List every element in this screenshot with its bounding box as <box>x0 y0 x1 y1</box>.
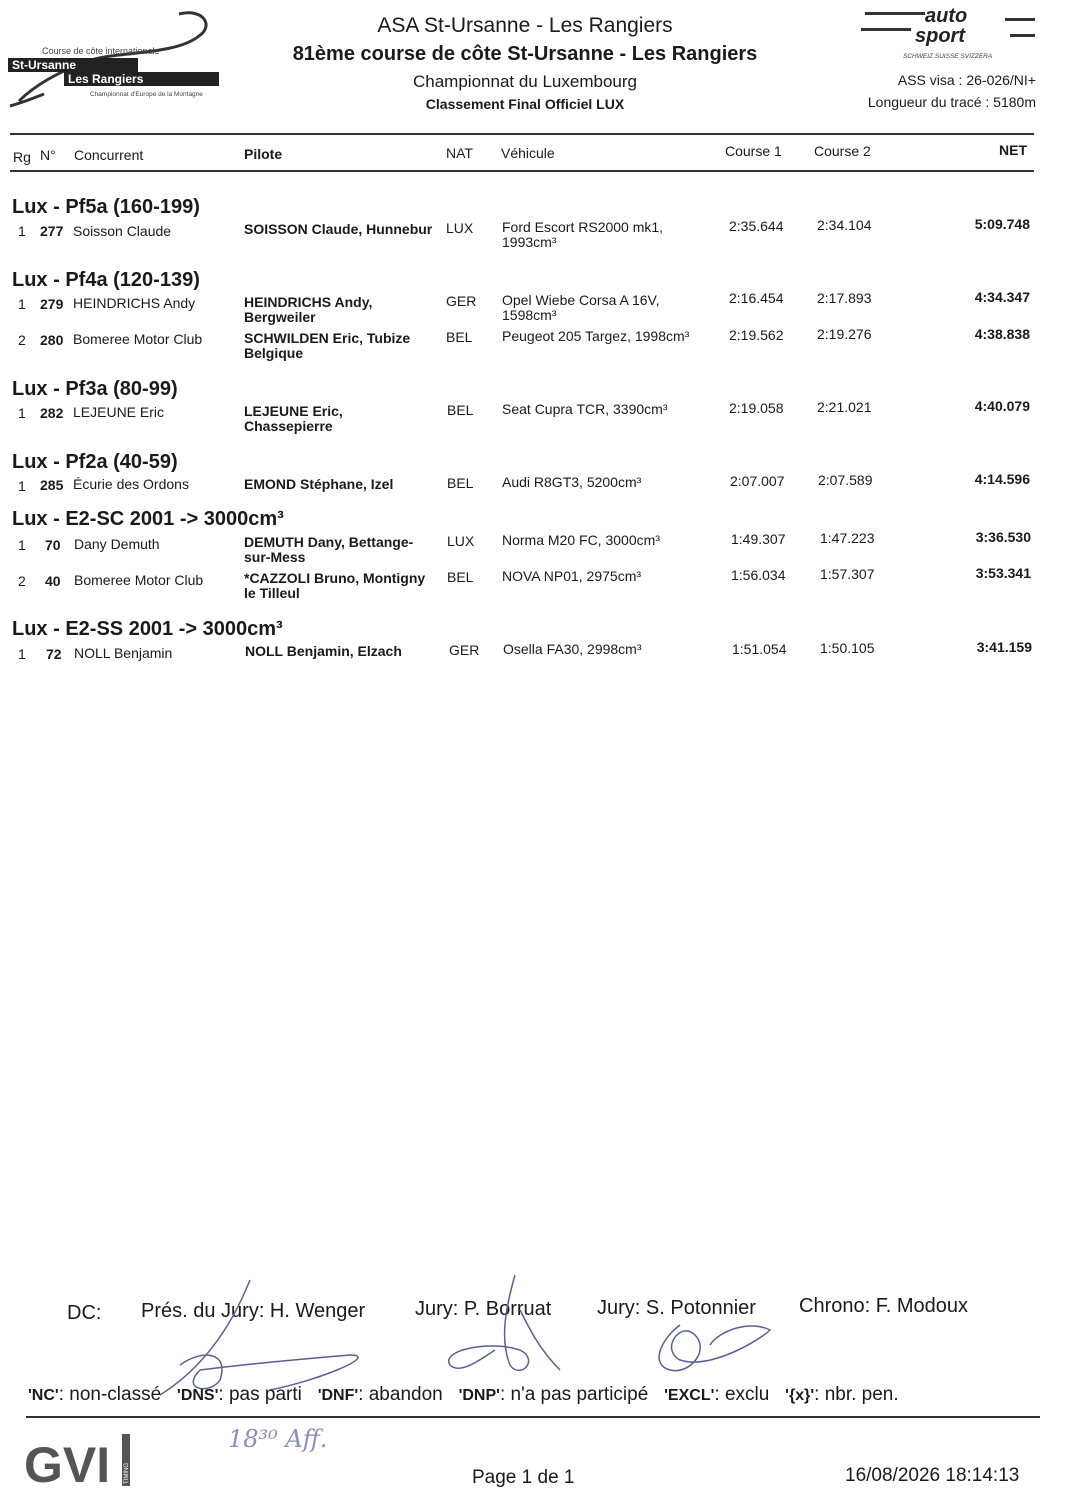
track-length: Longueur du tracé : 5180m <box>867 94 1036 110</box>
svg-text:Les Rangiers: Les Rangiers <box>68 72 144 86</box>
legend-code: 'DNP' <box>458 1387 500 1404</box>
row-nat: BEL <box>447 475 474 491</box>
row-course1: 1:49.307 <box>731 531 786 547</box>
page-number: Page 1 de 1 <box>472 1467 575 1488</box>
row-number: 282 <box>40 405 64 421</box>
row-rank: 1 <box>18 646 26 662</box>
status-legend <box>28 1384 899 1406</box>
print-timestamp: 16/08/2026 18:14:13 <box>845 1465 1020 1486</box>
row-number: 70 <box>45 537 61 553</box>
row-nat: LUX <box>446 220 474 236</box>
svg-text:St-Ursanne: St-Ursanne <box>12 58 77 72</box>
handwritten-note: 18³⁰ Aff. <box>228 1425 328 1453</box>
row-course2: 1:47.223 <box>820 530 875 546</box>
group-title: Lux - Pf4a (120-139) <box>12 269 200 291</box>
row-net: 3:53.341 <box>975 565 1031 581</box>
row-number: 277 <box>40 223 64 239</box>
row-vehicule: NOVA NP01, 2975cm³ <box>502 568 642 584</box>
row-nat: GER <box>449 642 480 658</box>
row-concurrent: HEINDRICHS Andy <box>73 295 196 311</box>
row-nat: GER <box>446 293 477 309</box>
col-pilote: Pilote <box>244 146 283 162</box>
header-rule <box>10 133 1034 135</box>
legend-code: 'DNS' <box>177 1387 219 1404</box>
row-net: 4:34.347 <box>974 289 1030 305</box>
row-pilote: *CAZZOLI Bruno, Montigny le Tilleul <box>244 570 426 601</box>
legend-text: : exclu <box>714 1384 770 1405</box>
col-vehicule: Véhicule <box>501 145 555 161</box>
row-net: 4:14.596 <box>974 471 1030 487</box>
row-course2: 2:17.893 <box>817 290 872 306</box>
row-pilote: DEMUTH Dany, Bettange-sur-Mess <box>244 534 414 565</box>
legend-text: : nbr. pen. <box>814 1384 899 1405</box>
group-title: Lux - Pf2a (40-59) <box>12 451 178 473</box>
row-rank: 2 <box>18 332 26 348</box>
row-pilote: LEJEUNE Eric, Chassepierre <box>244 403 343 434</box>
event-organizer: ASA St-Ursanne - Les Rangiers <box>377 14 673 37</box>
chrono-official: Chrono: F. Modoux <box>799 1295 968 1317</box>
group-title: Lux - E2-SC 2001 -> 3000cm³ <box>12 508 284 530</box>
col-rg: Rg <box>13 149 31 165</box>
jury-president: Prés. du Jury: H. Wenger <box>141 1300 366 1322</box>
row-course1: 2:35.644 <box>729 218 784 234</box>
row-pilote: HEINDRICHS Andy, Bergweiler <box>244 294 373 325</box>
auto-sport-sub: SCHWEIZ SUISSE SVIZZERA <box>903 53 993 60</box>
logo-sub-text: Championnat d'Europe de la Montagne <box>90 91 203 98</box>
row-number: 40 <box>45 573 61 589</box>
row-course2: 2:21.021 <box>817 399 872 415</box>
col-course1: Course 1 <box>725 143 782 159</box>
gvi-logo-text: GVI <box>24 1437 111 1490</box>
row-concurrent: Bomeree Motor Club <box>74 572 204 588</box>
row-nat: LUX <box>447 533 475 549</box>
row-course1: 2:16.454 <box>729 290 784 306</box>
row-concurrent: Soisson Claude <box>73 223 172 239</box>
row-rank: 1 <box>18 405 26 421</box>
row-course1: 1:56.034 <box>731 567 786 583</box>
row-nat: BEL <box>446 329 473 345</box>
event-title: 81ème course de côte St-Ursanne - Les Rangiers <box>292 43 758 65</box>
row-course1: 2:19.562 <box>729 327 784 343</box>
row-pilote: EMOND Stéphane, Izel <box>244 476 394 492</box>
row-concurrent: NOLL Benjamin <box>74 645 173 661</box>
row-vehicule: Seat Cupra TCR, 3390cm³ <box>502 401 668 417</box>
legend-code: 'DNF' <box>317 1387 359 1404</box>
row-concurrent: LEJEUNE Eric <box>73 404 165 420</box>
row-concurrent: Bomeree Motor Club <box>73 331 203 347</box>
col-nat: NAT <box>446 145 473 161</box>
row-pilote: SCHWILDEN Eric, Tubize Belgique <box>244 330 411 361</box>
row-pilote: SOISSON Claude, Hunnebur <box>244 221 433 237</box>
championship-name: Championnat du Luxembourg <box>413 72 637 91</box>
row-vehicule: Norma M20 FC, 3000cm³ <box>502 532 660 548</box>
row-course1: 2:07.007 <box>730 473 785 489</box>
dc-label: DC: <box>67 1302 102 1324</box>
column-header-rule <box>10 170 1034 172</box>
jury-member-2: Jury: S. Potonnier <box>597 1297 756 1319</box>
row-number: 72 <box>46 646 62 662</box>
row-number: 279 <box>40 296 64 312</box>
logo-top-text: Course de côte internationale <box>42 46 160 56</box>
legend-text: : n'a pas participé <box>499 1384 649 1405</box>
footer-rule <box>26 1416 1040 1418</box>
row-vehicule: Osella FA30, 2998cm³ <box>503 641 642 657</box>
row-net: 4:38.838 <box>974 326 1030 342</box>
legend-code: 'EXCL' <box>664 1387 715 1404</box>
gvi-sub-text: TIMING <box>124 1463 130 1484</box>
row-course2: 1:50.105 <box>820 640 875 656</box>
row-number: 285 <box>40 477 64 493</box>
col-concurrent: Concurrent <box>74 147 144 163</box>
group-title: Lux - Pf5a (160-199) <box>12 196 200 218</box>
row-net: 4:40.079 <box>974 398 1030 414</box>
legend-text: : abandon <box>358 1384 443 1405</box>
legend-text: : pas parti <box>218 1384 302 1405</box>
svg-text:auto: auto <box>925 5 968 27</box>
col-no: N° <box>40 147 56 163</box>
row-nat: BEL <box>447 569 474 585</box>
row-course1: 2:19.058 <box>729 400 784 416</box>
row-net: 3:41.159 <box>976 639 1032 655</box>
svg-text:sport: sport <box>915 25 965 47</box>
row-nat: BEL <box>447 402 474 418</box>
gvi-timing-logo <box>22 1430 132 1490</box>
row-net: 3:36.530 <box>975 529 1031 545</box>
group-title: Lux - Pf3a (80-99) <box>12 378 178 400</box>
auto-sport-logo <box>855 4 1045 64</box>
row-course2: 2:07.589 <box>818 472 873 488</box>
row-course1: 1:51.054 <box>732 641 787 657</box>
legend-text: : non-classé <box>58 1384 162 1405</box>
jury-member-1: Jury: P. Borruat <box>415 1298 552 1320</box>
ass-visa: ASS visa : 26-026/NI+ <box>897 72 1036 88</box>
classification-title: Classement Final Officiel LUX <box>425 96 625 112</box>
row-pilote: NOLL Benjamin, Elzach <box>245 643 402 659</box>
legend-code: 'NC' <box>28 1387 59 1404</box>
row-vehicule: Audi R8GT3, 5200cm³ <box>502 474 642 490</box>
legend-code: '{x}' <box>785 1387 815 1404</box>
row-number: 280 <box>40 332 64 348</box>
row-vehicule: Peugeot 205 Targez, 1998cm³ <box>502 328 690 344</box>
row-course2: 2:19.276 <box>817 326 872 342</box>
col-course2: Course 2 <box>814 143 871 159</box>
row-rank: 1 <box>18 296 26 312</box>
group-title: Lux - E2-SS 2001 -> 3000cm³ <box>12 618 283 640</box>
row-net: 5:09.748 <box>974 216 1030 232</box>
row-vehicule: Opel Wiebe Corsa A 16V, 1598cm³ <box>502 292 660 323</box>
row-rank: 1 <box>18 478 26 494</box>
col-net: NET <box>999 142 1027 158</box>
row-rank: 1 <box>18 223 26 239</box>
row-course2: 2:34.104 <box>817 217 872 233</box>
row-rank: 2 <box>18 573 26 589</box>
row-rank: 1 <box>18 537 26 553</box>
row-concurrent: Écurie des Ordons <box>73 476 189 492</box>
event-logo <box>4 6 234 116</box>
row-vehicule: Ford Escort RS2000 mk1, 1993cm³ <box>502 219 664 250</box>
row-course2: 1:57.307 <box>820 566 875 582</box>
row-concurrent: Dany Demuth <box>74 536 160 552</box>
